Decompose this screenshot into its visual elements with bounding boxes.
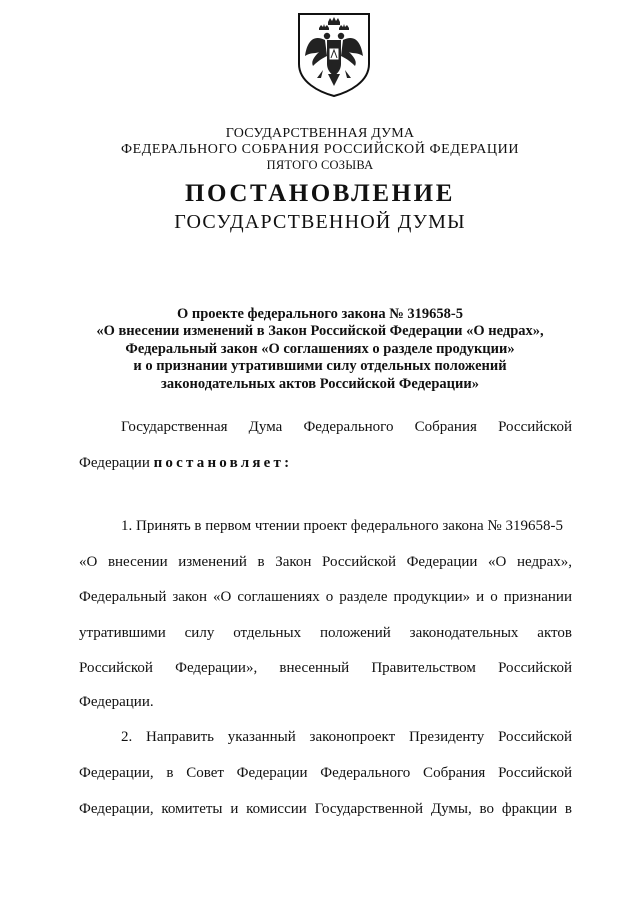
preamble-line-2 (79, 454, 572, 472)
org-line-3: ПЯТОГО СОЗЫВА (266, 158, 374, 172)
document-subtitle: ГОСУДАРСТВЕННОЙ ДУМЫ (174, 211, 466, 233)
body-line: Федерации, в Совет Федерации Федерального Собрания Российской (79, 765, 572, 781)
org-line-1: ГОСУДАРСТВЕННАЯ ДУМА (225, 126, 415, 141)
body-line: утратившими силу отдельных положений законодательных актов (79, 625, 572, 641)
subject-line: «О внесении изменений в Закон Российской Федерации «О недрах», (96, 323, 544, 339)
subject-line: законодательных актов Российской Федерации» (161, 376, 479, 392)
body-line: Федерации, комитеты и комиссии Государственной Думы, во фракции в (79, 801, 572, 817)
preamble-text: Федерации (79, 455, 150, 471)
body-line: Российской Федерации», внесенный Правительством Российской (79, 660, 572, 676)
preamble-line-1: Государственная Дума Федерального Собрания Российской (121, 419, 572, 435)
org-line-2: ФЕДЕРАЛЬНОГО СОБРАНИЯ РОССИЙСКОЙ ФЕДЕРАЦИИ (120, 142, 520, 157)
body-line: Федерации. (79, 694, 154, 710)
coat-of-arms-emblem (297, 12, 371, 98)
preamble-emphasis: постановляет: (153, 455, 293, 471)
body-line: Федеральный закон «О соглашениях о разделе продукции» и о признании (79, 589, 572, 605)
body-line: «О внесении изменений в Закон Российской Федерации «О недрах», (79, 554, 572, 570)
subject-line: и о признании утратившими силу отдельных положений (133, 358, 507, 374)
body-line: 1. Принять в первом чтении проект федерального закона № 319658-5 (121, 518, 563, 534)
document-title: ПОСТАНОВЛЕНИЕ (184, 180, 456, 207)
body-line: 2. Направить указанный законопроект Президенту Российской (121, 729, 572, 745)
subject-line: О проекте федерального закона № 319658-5 (176, 306, 464, 322)
subject-line: Федеральный закон «О соглашениях о разделе продукции» (125, 341, 515, 357)
